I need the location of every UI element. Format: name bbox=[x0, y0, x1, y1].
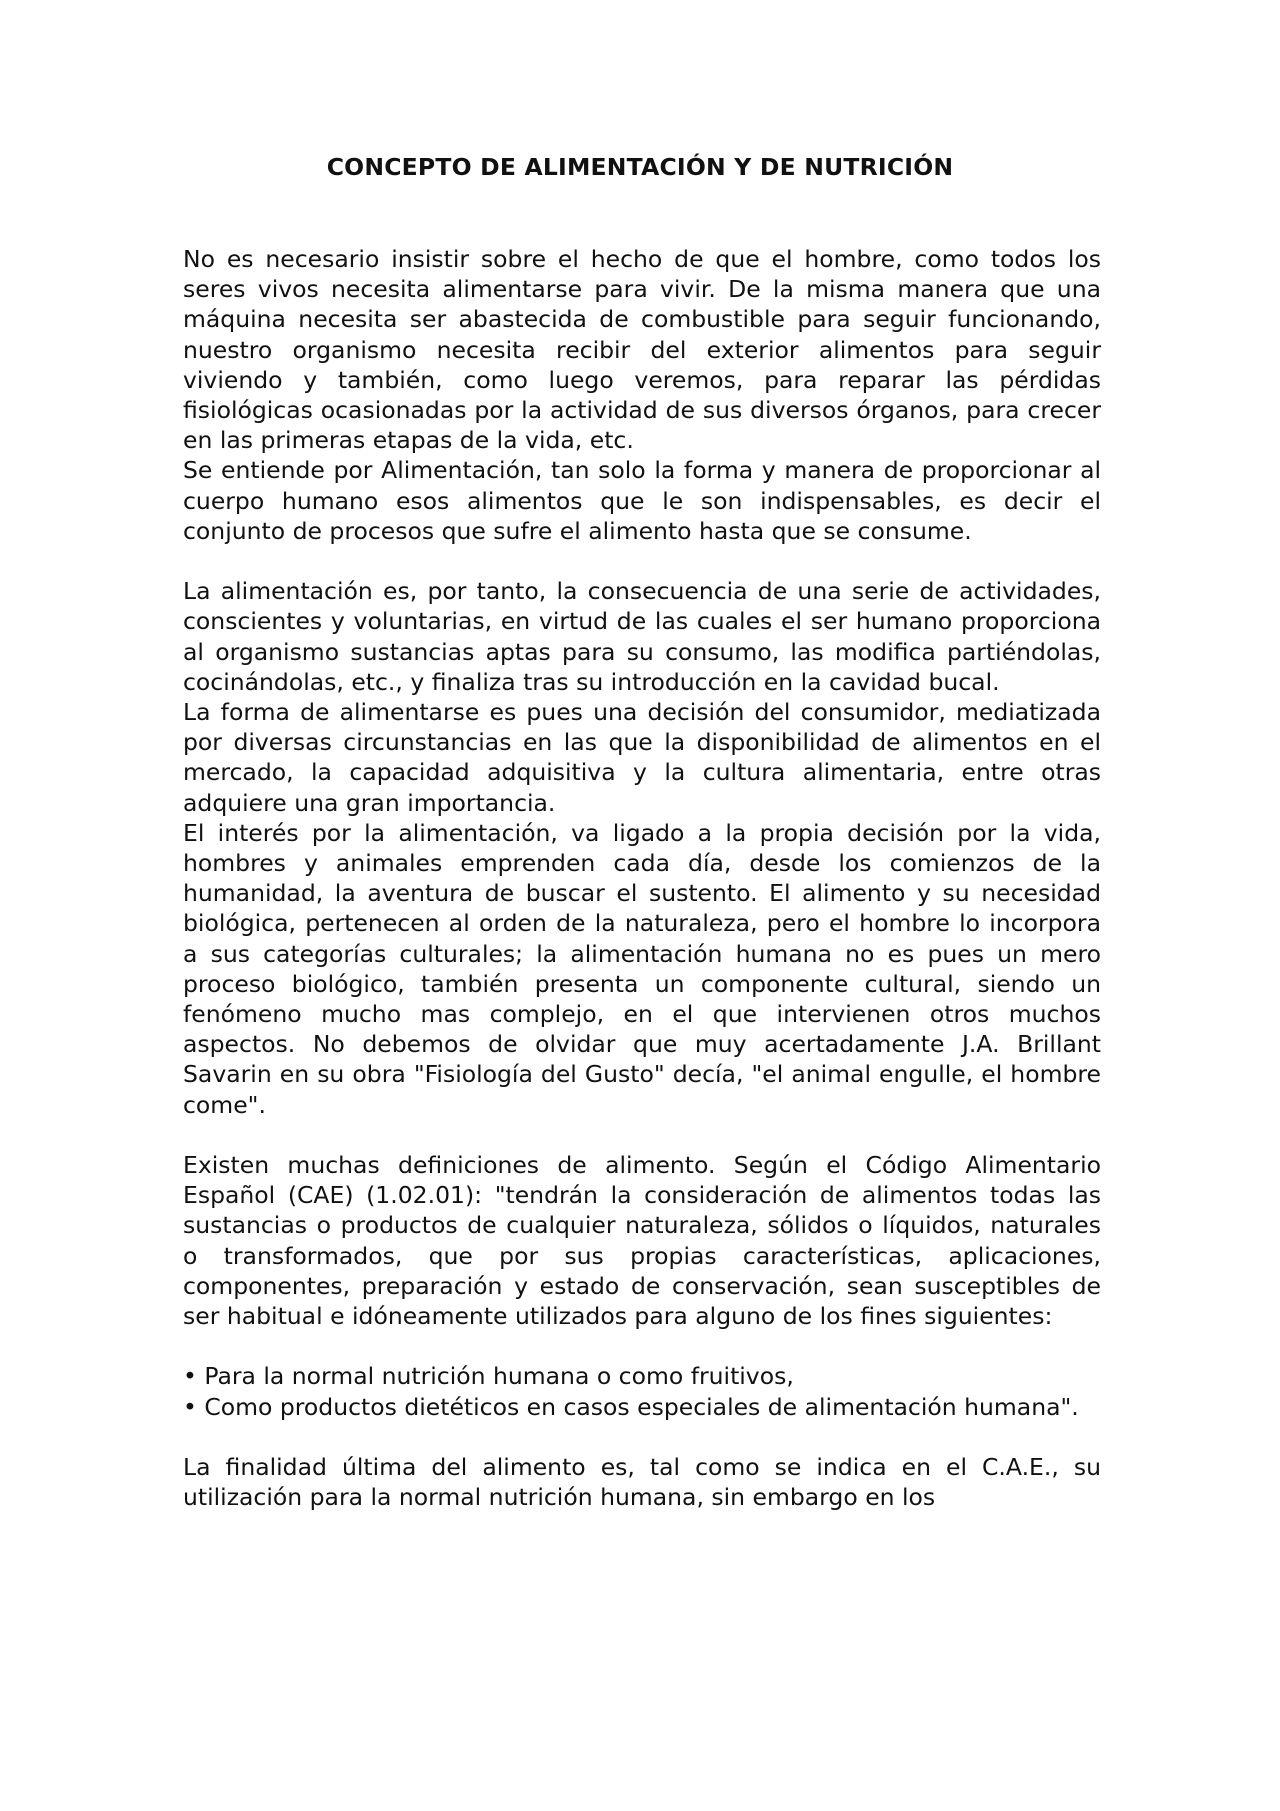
bullet-item: • Para la normal nutrición humana o como fruitivos, bbox=[183, 1362, 794, 1391]
document-title: CONCEPTO DE ALIMENTACIÓN Y DE NUTRICIÓN bbox=[326, 153, 954, 181]
paragraph: El interés por la alimentación, va ligado a la propia decisión por la vida, hombres y animales emprenden cada día, desde los comienzos de la humanidad, la aventura de buscar el sustento. El alimento y su necesidad biológica, pertenecen al orden de la naturaleza, pero el hombre lo incorpora a sus categorías culturales; la alimentación humana no es pues un mero proceso biológico, también presenta un componente cultural, siendo un fenómeno mucho mas complejo, en el que intervienen otros muchos aspectos. No debemos de olvidar que muy acertadamente J.A. Brillant Savarin en su obra "Fisiología del Gusto" decía, "el animal engulle, el hombre come". bbox=[183, 818, 1101, 1119]
paragraph: Existen muchas definiciones de alimento. Según el Código Alimentario Español (CAE) (1.02.01): "tendrán la consideración de alimentos todas las sustancias o productos de cualquier naturaleza, sólidos o líquidos, naturales o transformados, que por sus propias características, aplicaciones, componentes, preparación y estado de conservación, sean susceptibles de ser habitual e idóneamente utilizados para alguno de los fines siguientes: bbox=[183, 1151, 1101, 1331]
paragraph: Se entiende por Alimentación, tan solo la forma y manera de proporcionar al cuerpo humano esos alimentos que le son indispensables, es decir el conjunto de procesos que sufre el alimento hasta que se consume. bbox=[183, 456, 1101, 545]
paragraph: La finalidad última del alimento es, tal como se indica en el C.A.E., su utilización para la normal nutrición humana, sin embargo en los bbox=[183, 1453, 1101, 1512]
bullet-item: • Como productos dietéticos en casos especiales de alimentación humana". bbox=[183, 1392, 1079, 1421]
paragraph: La forma de alimentarse es pues una decisión del consumidor, mediatizada por diversas circunstancias en las que la disponibilidad de alimentos en el mercado, la capacidad adquisitiva y la cultura alimentaria, entre otras adquiere una gran importancia. bbox=[183, 698, 1101, 817]
paragraph: La alimentación es, por tanto, la consecuencia de una serie de actividades, conscientes y voluntarias, en virtud de las cuales el ser humano proporciona al organismo sustancias aptas para su consumo, las modifica partiéndolas, cocinándolas, etc., y finaliza tras su introducción en la cavidad bucal. bbox=[183, 577, 1101, 696]
document-body bbox=[183, 244, 1101, 1512]
paragraph: No es necesario insistir sobre el hecho de que el hombre, como todos los seres vivos necesita alimentarse para vivir. De la misma manera que una máquina necesita ser abastecida de combustible para seguir funcionando, nuestro organismo necesita recibir del exterior alimentos para seguir viviendo y también, como luego veremos, para reparar las pérdidas fisiológicas ocasionadas por la actividad de sus diversos órganos, para crecer en las primeras etapas de la vida, etc. bbox=[183, 245, 1101, 455]
